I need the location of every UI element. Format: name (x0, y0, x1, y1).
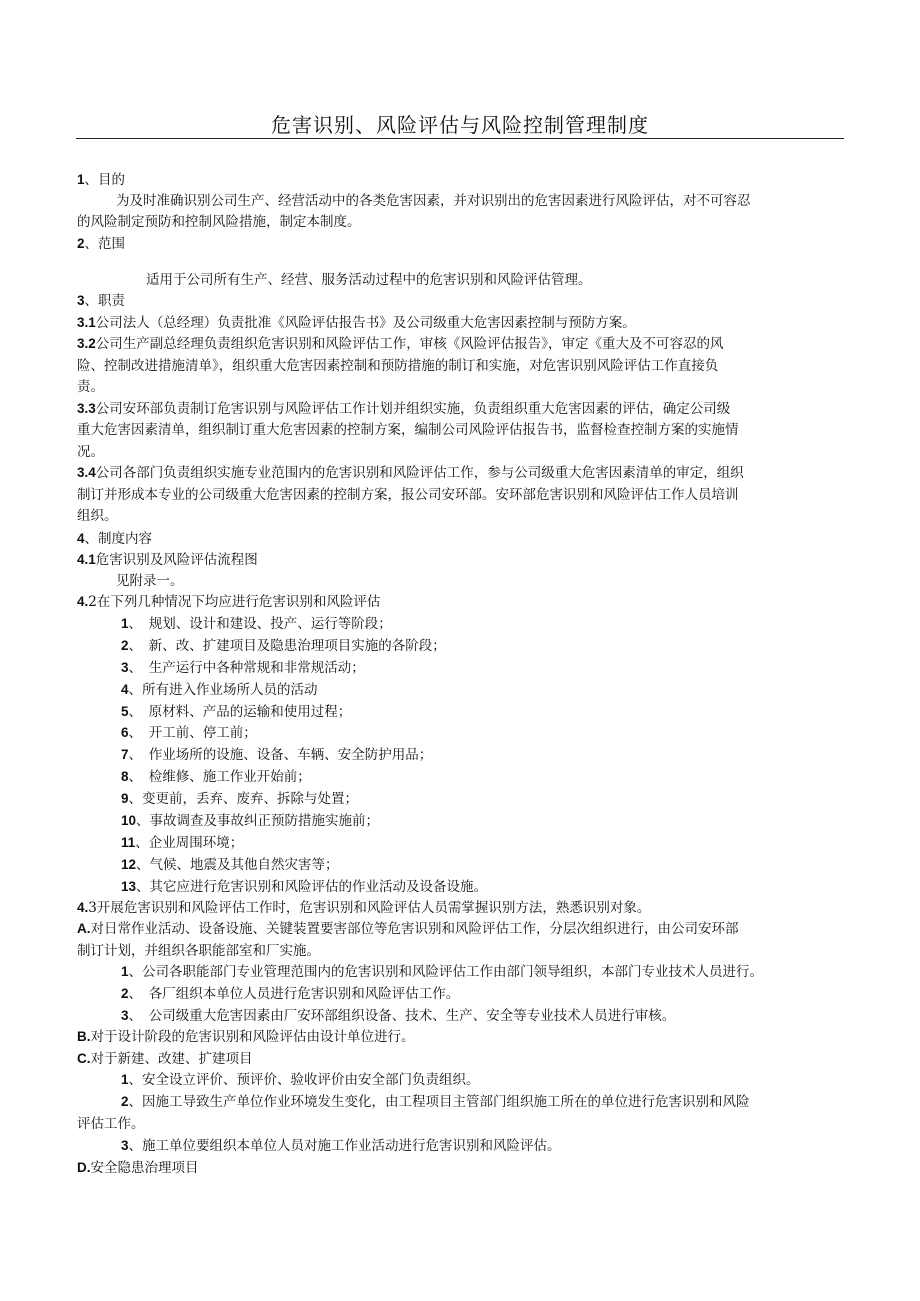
line-text: 、其它应进行危害识别和风险评估的作业活动及设备设施。 (136, 879, 488, 895)
section-number: C. (77, 1051, 91, 1066)
line-text: 的风险制定预防和控制风险措施，制定本制度。 (77, 214, 361, 230)
section-number: 5 (121, 704, 129, 719)
line-text: 、 各厂组织本单位人员进行危害识别和风险评估工作。 (128, 986, 460, 1002)
text-line (116, 571, 184, 591)
text-line (77, 234, 125, 254)
line-text: 、范围 (84, 236, 126, 252)
line-text: 制订计划，并组织各职能部室和厂实施。 (77, 943, 320, 959)
text-line (77, 550, 258, 570)
text-line (77, 313, 636, 333)
line-text: 3开展危害识别和风险评估工作时，危害识别和风险评估人员需掌握识别方法，熟悉识别对象。 (88, 900, 651, 916)
line-text: 责。 (77, 379, 104, 395)
line-text: 、 开工前、停工前； (128, 725, 257, 741)
section-number: 3.1 (77, 315, 96, 330)
text-line (77, 1158, 199, 1178)
section-number: 4. (77, 900, 89, 915)
line-text: 、公司各职能部门专业管理范围内的危害识别和风险评估工作由部门领导组织，本部门专业技术人员进行。 (128, 964, 764, 980)
text-line (121, 1006, 675, 1026)
section-number: 3 (121, 660, 129, 675)
text-line (77, 334, 724, 354)
section-number: 4.1 (77, 552, 96, 567)
section-number: 3 (77, 293, 85, 308)
line-text: 、所有进入作业场所人员的活动 (128, 682, 318, 698)
text-line (121, 745, 432, 765)
line-text: 、 新、改、扩建项目及隐患治理项目实施的各阶段； (128, 638, 446, 654)
line-text: 、施工单位要组织本单位人员对施工作业活动进行危害识别和风险评估。 (128, 1138, 561, 1154)
section-number: 3 (121, 1138, 129, 1153)
line-text: 、目的 (84, 172, 126, 188)
document-title: 危害识别、风险评估与风险控制管理制度 (271, 113, 649, 137)
text-line (77, 442, 104, 462)
section-number: 2 (121, 986, 129, 1001)
text-line (77, 898, 650, 918)
line-text: 对于设计阶段的危害识别和风险评估由设计单位进行。 (90, 1029, 415, 1045)
section-number: 8 (121, 769, 129, 784)
text-line (121, 1092, 750, 1112)
text-line (121, 680, 318, 700)
section-number: 3.3 (77, 401, 96, 416)
line-text: 对于新建、改建、扩建项目 (90, 1051, 253, 1067)
section-number: 10 (121, 813, 137, 828)
section-number: 3.4 (77, 465, 96, 480)
line-text: 为及时准确识别公司生产、经营活动中的各类危害因素，并对识别出的危害因素进行风险评估，对不可容忍 (116, 193, 751, 209)
section-number: 2 (77, 236, 85, 251)
section-number: 4 (77, 531, 85, 546)
line-text: 、安全设立评价、预评价、验收评价由安全部门负责组织。 (128, 1072, 480, 1088)
text-line (146, 270, 592, 290)
text-line (77, 592, 380, 612)
line-text: 险、控制改进措施清单》，组织重大危害因素控制和预防措施的制订和实施，对危害识别风险评估工作直接负 (77, 358, 719, 374)
line-text: 见附录一。 (116, 573, 184, 589)
text-line (121, 614, 392, 634)
line-text: 2在下列几种情况下均应进行危害识别和风险评估 (88, 594, 381, 610)
line-text: 制订并形成本专业的公司级重大危害因素的控制方案，报公司安环部。安环部危害识别和风险评估工作人员培训 (77, 487, 739, 503)
section-number: 2 (121, 638, 129, 653)
text-line (121, 658, 365, 678)
section-number: 3 (121, 1008, 129, 1023)
line-text: 、因施工导致生产单位作业环境发生变化，由工程项目主管部门组织施工所在的单位进行危害识别和风险 (128, 1094, 750, 1110)
section-number: 13 (121, 879, 137, 894)
title-underline (76, 138, 844, 139)
text-line (77, 1049, 253, 1069)
text-line (77, 1114, 145, 1134)
line-text: 、企业周围环境； (135, 835, 244, 851)
line-text: 重大危害因素清单，组织制订重大危害因素的控制方案，编制公司风险评估报告书，监督检查控制方案的实施情 (77, 422, 739, 438)
text-line (77, 463, 744, 483)
line-text: 危害识别及风险评估流程图 (95, 552, 258, 568)
text-line (77, 919, 739, 939)
text-line (121, 1136, 561, 1156)
line-text: 、 作业场所的设施、设备、车辆、安全防护用品； (128, 747, 433, 763)
section-number: 1 (121, 964, 129, 979)
section-number: 12 (121, 857, 137, 872)
text-line (121, 984, 459, 1004)
section-number: 4 (121, 682, 129, 697)
text-line (121, 723, 257, 743)
section-number: 3.2 (77, 336, 96, 351)
line-text: 况。 (77, 444, 104, 460)
text-line (77, 399, 730, 419)
line-text: 安全隐患治理项目 (90, 1160, 199, 1176)
line-text: 、 生产运行中各种常规和非常规活动； (128, 660, 365, 676)
text-line (121, 877, 487, 897)
text-line (77, 506, 118, 526)
text-line (121, 811, 379, 831)
line-text: 公司法人（总经理）负责批准《风险评估报告书》及公司级重大危害因素控制与预防方案。 (95, 315, 636, 331)
line-text: 、气候、地震及其他自然灾害等； (136, 857, 339, 873)
text-line (77, 420, 739, 440)
text-line (121, 855, 339, 875)
section-number: 1 (77, 172, 85, 187)
text-line (77, 356, 718, 376)
section-number: 1 (121, 616, 129, 631)
text-line (121, 833, 243, 853)
line-text: 、事故调查及事故纠正预防措施实施前； (136, 813, 380, 829)
line-text: 公司各部门负责组织实施专业范围内的危害识别和风险评估工作，参与公司级重大危害因素清单的审定，组织 (95, 465, 744, 481)
text-line (121, 1070, 480, 1090)
line-text: 、 原材料、产品的运输和使用过程； (128, 704, 352, 720)
section-number: 11 (121, 835, 136, 850)
line-text: 评估工作。 (77, 1116, 145, 1132)
line-text: 、变更前，丢弃、废弃、拆除与处置； (128, 791, 359, 807)
text-line (121, 789, 358, 809)
text-line (77, 485, 739, 505)
section-number: 1 (121, 1072, 129, 1087)
section-number: 9 (121, 791, 129, 806)
section-number: D. (77, 1160, 91, 1175)
text-line (121, 767, 311, 787)
text-line (77, 170, 125, 190)
line-text: 、职责 (84, 293, 126, 309)
section-number: 4. (77, 594, 89, 609)
text-line (77, 377, 104, 397)
line-text: 组织。 (77, 508, 118, 524)
line-text: 对日常作业活动、设备设施、关键装置要害部位等危害识别和风险评估工作，分层次组织进行，由公司安环部 (90, 921, 739, 937)
line-text: 、制度内容 (84, 531, 153, 547)
text-line (77, 212, 361, 232)
line-text: 、 公司级重大危害因素由厂安环部组织设备、技术、生产、安全等专业技术人员进行审核。 (128, 1008, 676, 1024)
line-text: 适用于公司所有生产、经营、服务活动过程中的危害识别和风险评估管理。 (146, 272, 592, 288)
text-line (77, 1027, 415, 1047)
text-line (77, 529, 152, 549)
line-text: 、 检维修、施工作业开始前； (128, 769, 311, 785)
text-line (121, 702, 351, 722)
section-number: 7 (121, 747, 129, 762)
line-text: 公司安环部负责制订危害识别与风险评估工作计划并组织实施，负责组织重大危害因素的评估，确定公司级 (95, 401, 731, 417)
section-number: A. (77, 921, 91, 936)
text-line (77, 941, 320, 961)
line-text: 公司生产副总经理负责组织危害识别和风险评估工作，审核《风险评估报告》，审定《重大及不可容忍的风 (95, 336, 724, 352)
text-line (121, 636, 446, 656)
section-number: B. (77, 1029, 91, 1044)
text-line (121, 962, 763, 982)
section-number: 6 (121, 725, 129, 740)
section-number: 2 (121, 1094, 129, 1109)
line-text: 、 规划、设计和建设、投产、运行等阶段； (128, 616, 392, 632)
text-line (77, 291, 125, 311)
text-line (116, 191, 751, 211)
